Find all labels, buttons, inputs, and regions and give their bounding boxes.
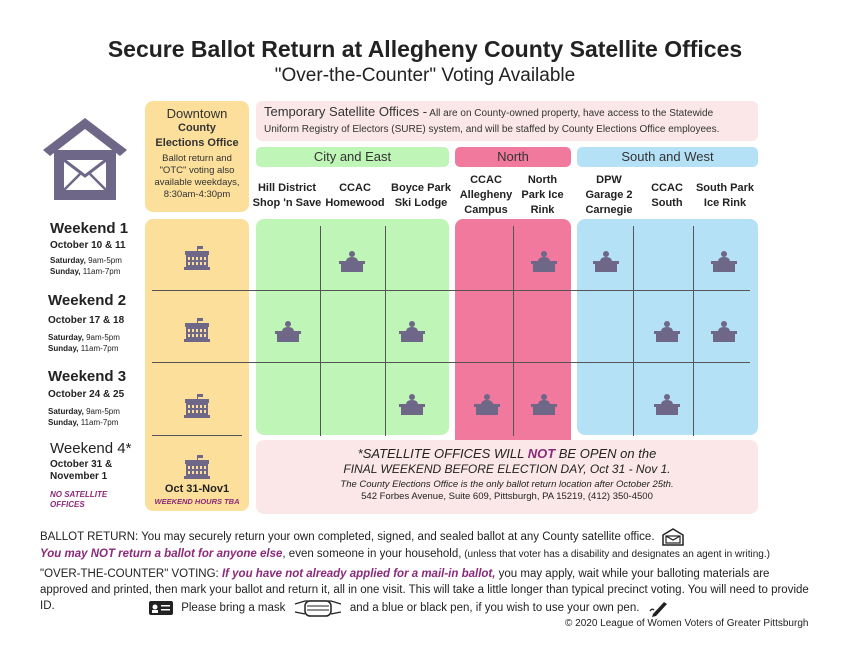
desk-icon [529, 393, 559, 415]
col-north-park: North Park Ice Rink [521, 174, 564, 216]
ballot-return-text: You may securely return your own completed, signed, and sealed ballot at any County satellite office. [138, 531, 655, 544]
desk-icon [472, 393, 502, 415]
otc-text2: Please bring a mask [181, 602, 286, 615]
temporary-offices-note [256, 101, 758, 141]
downtown-description: Ballot return and "OTC" voting also available weekdays, 8:30am-4:30pm [154, 153, 240, 200]
sun-label: Sunday, [48, 418, 79, 427]
sun-hours: 11am-7pm [80, 267, 121, 276]
building-icon [182, 455, 212, 479]
weekend-title: Weekend 1 [50, 220, 129, 237]
otc-text3: and a blue or black pen, if you wish to use your own pen. [349, 602, 640, 615]
weekend-title: Weekend 2 [48, 292, 127, 309]
weekend-dates: October 31 & [50, 459, 113, 470]
id-card-icon [148, 600, 174, 616]
copyright: © 2020 League of Women Voters of Greater Pittsburgh [565, 618, 809, 629]
otc-lead: "OVER-THE-COUNTER" VOTING: [40, 568, 219, 580]
weekend-dates: November 1 [50, 471, 108, 482]
grid-line [152, 290, 750, 291]
sat-label: Saturday, [48, 333, 84, 342]
grid-line [152, 362, 750, 363]
weekend-hours-tba: WEEKEND HOURS TBA [154, 497, 240, 506]
sun-hours: 11am-7pm [78, 418, 119, 427]
otc-highlight: If you have not already applied for a mail-in ballot, [218, 568, 496, 580]
group-city-east: City and East [256, 147, 449, 167]
desk-icon [709, 320, 739, 342]
weekend-dates: October 17 & 18 [48, 315, 125, 326]
sat-label: Saturday, [48, 407, 84, 416]
desk-icon [397, 393, 427, 415]
temporary-lead: Temporary Satellite Offices - [264, 104, 428, 119]
building-icon [182, 318, 212, 342]
grid-line [513, 226, 514, 436]
sun-label: Sunday, [48, 344, 79, 353]
temporary-text: All are on County-owned property, have access to the Statewide Uniform Registry of Electors (SURE) system, and will be staffed by County Elections Office employees. [264, 108, 720, 135]
weekend-title: Weekend 4* [50, 440, 132, 457]
ballot-return-paragraph [40, 528, 840, 563]
col-south-park: South Park Ice Rink [695, 182, 755, 209]
notice-line1-b: BE OPEN on the [555, 446, 657, 461]
desk-icon [397, 320, 427, 342]
weekend-1-label [50, 220, 145, 277]
group-north: North [455, 147, 571, 167]
group-south-west: South and West [577, 147, 758, 167]
notice-not: NOT [527, 446, 556, 461]
downtown-heading: Downtown [166, 106, 228, 121]
sat-hours: 9am-5pm [83, 333, 120, 342]
grid-line [320, 226, 321, 436]
pen-icon [649, 599, 669, 617]
otc-text1: you may apply, wait while your balloting materials are approved and printed, then mark your ballot and return it, all in one visit. This will take a little longer than typical precinct voting. You will need to provide ID. [40, 568, 809, 612]
ballot-return-text2: , even someone in your household, [282, 548, 462, 560]
sat-hours: 9am-5pm [85, 256, 122, 265]
weekend-dates: October 10 & 11 [50, 240, 126, 251]
weekend-title: Weekend 3 [48, 368, 127, 385]
weekend-4-label [50, 440, 145, 510]
grid-line [385, 226, 386, 436]
grid-line [152, 435, 242, 436]
house-mail-icon [40, 112, 130, 202]
page-title: Secure Ballot Return at Allegheny County Satellite Offices [107, 36, 743, 62]
notice-line4: 542 Forbes Avenue, Suite 609, Pittsburgh, PA 15219, (412) 350-4500 [361, 491, 653, 502]
mail-icon [662, 528, 684, 546]
closure-notice [256, 440, 758, 514]
col-ccac-south: CCAC South [651, 182, 683, 209]
ballot-return-lead: BALLOT RETURN: [40, 531, 139, 544]
desk-icon [652, 393, 682, 415]
notice-line3: The County Elections Office is the only ballot return location after October 25th. [340, 479, 674, 490]
building-icon [182, 394, 212, 418]
ballot-return-warning: You may NOT return a ballot for anyone else [40, 548, 283, 560]
weekend-dates: October 24 & 25 [48, 389, 125, 400]
col-boyce-park: Boyce Park Ski Lodge [391, 182, 451, 209]
desk-icon [273, 320, 303, 342]
notice-line1-a: *SATELLITE OFFICES WILL [357, 446, 528, 461]
weekend-3-label [48, 368, 143, 428]
grid-line [693, 226, 694, 436]
col-ccac-homewood: CCAC Homewood [325, 182, 385, 209]
notice-line2: FINAL WEEKEND BEFORE ELECTION DAY, Oct 31 - Nov 1. [343, 462, 671, 476]
mask-icon [293, 598, 343, 618]
building-icon [182, 246, 212, 270]
desk-icon [529, 250, 559, 272]
col-hill-district: Hill District Shop 'n Save [252, 182, 322, 209]
downtown-weekend4-dates: Oct 31-Nov1 [164, 483, 230, 495]
grid-line [633, 226, 634, 436]
desk-icon [337, 250, 367, 272]
no-satellite-note: NO SATELLITE OFFICES [50, 490, 108, 509]
desk-icon [591, 250, 621, 272]
col-ccac-allegheny: CCAC Allegheny Campus [459, 174, 513, 216]
sun-label: Sunday, [50, 267, 81, 276]
ballot-return-small: (unless that voter has a disability and designates an agent in writing.) [461, 549, 770, 560]
otc-bring-line [40, 598, 800, 618]
page-subtitle: "Over-the-Counter" Voting Available [274, 65, 576, 86]
sun-hours: 11am-7pm [78, 344, 119, 353]
downtown-header [145, 101, 249, 212]
desk-icon [652, 320, 682, 342]
sat-hours: 9am-5pm [83, 407, 120, 416]
downtown-office: County Elections Office [155, 122, 239, 149]
sat-label: Saturday, [50, 256, 86, 265]
desk-icon [709, 250, 739, 272]
weekend-2-label [48, 292, 143, 354]
col-dpw-garage: DPW Garage 2 Carnegie [585, 174, 633, 216]
